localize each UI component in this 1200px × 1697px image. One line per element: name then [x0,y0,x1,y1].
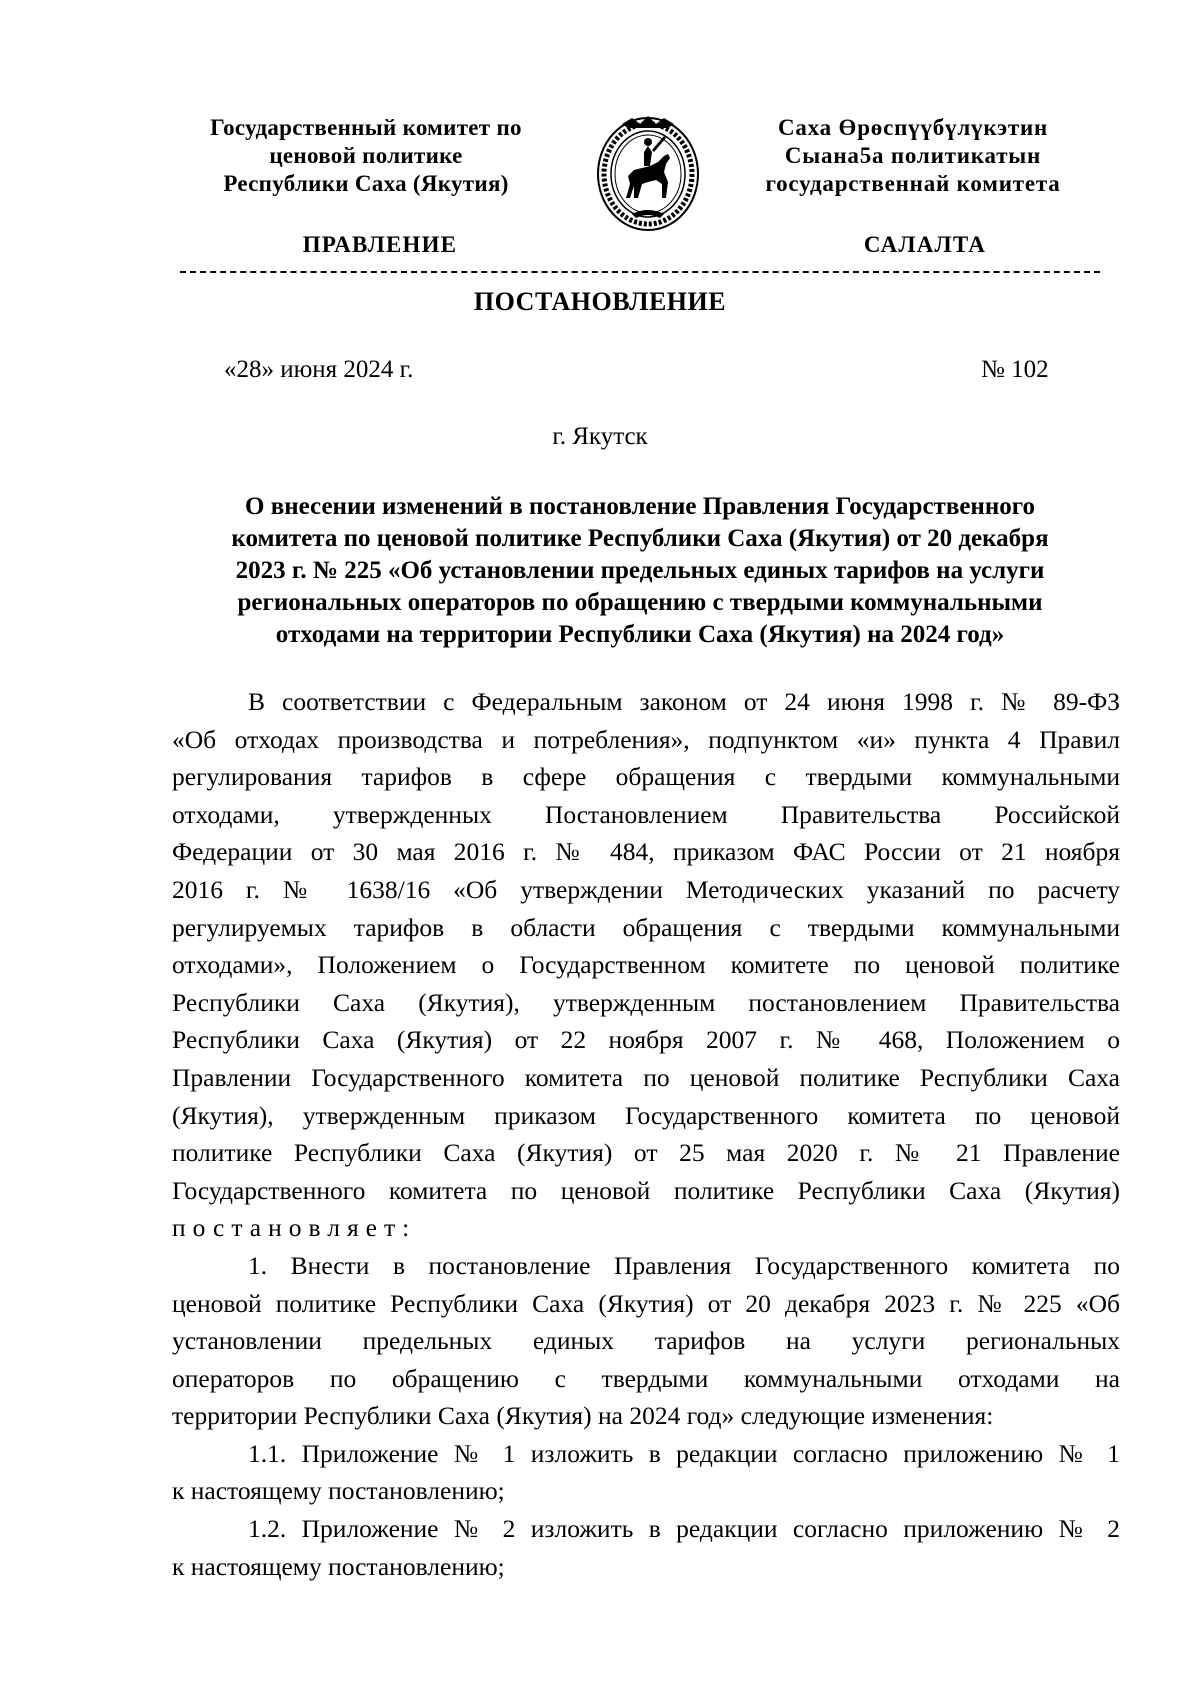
body-line: «Об отходах производства и потребления», подпунктом «и» пункта 4 Правил [172,724,1120,754]
document-number: № 102 [981,356,1049,383]
coat-of-arms-icon [592,110,704,235]
header-board-yakut: САЛАЛТА [863,232,987,257]
header-right-line: Саха Өрөспүүбүлүкэтин [777,115,1049,140]
header-left-line: Республики Саха (Якутия) [223,171,509,196]
body-line: политике Республики Саха (Якутия) от 25 мая 2020 г. № 21 Правление [172,1138,1120,1168]
header-org-russian [180,114,552,198]
body-line: операторов по обращению с твердыми коммунальными отходами на [172,1363,1120,1393]
title-line: отходами на территории Республики Саха (Якутия) на 2024 год» [275,621,1005,648]
body-line: территории Республики Саха (Якутия) на 2024 год» следующие изменения: [172,1401,994,1431]
body-line: 1. Внести в постановление Правления Государственного комитета по [248,1250,1120,1280]
body-line: регулируемых тарифов в области обращения с твердыми коммунальными [172,912,1120,942]
title-line: региональных операторов по обращению с твердыми коммунальными [237,589,1043,616]
body-line: 2016 г. № 1638/16 «Об утверждении Методических указаний по расчету [172,874,1120,904]
title-line: 2023 г. № 225 «Об установлении предельных единых тарифов на услуги [235,557,1045,584]
body-line: отходами», Положением о Государственном комитете по ценовой политике [172,950,1120,980]
header-left-line: ценовой политике [269,143,463,168]
header-org-yakut [742,114,1084,198]
document-date: «28» июня 2024 г. [224,356,414,383]
body-line: В соответствии с Федеральным законом от 24 июня 1998 г. № 89-ФЗ [248,687,1120,716]
body-line: отходами, утвержденных Постановлением Правительства Российской [172,799,1120,829]
document-title [180,491,1100,651]
body-line: Республики Саха (Якутия) от 22 ноября 2007 г. № 468, Положением о [172,1025,1120,1055]
document-type: ПОСТАНОВЛЕНИЕ [473,287,727,316]
body-line: регулирования тарифов в сфере обращения с твердыми коммунальными [172,762,1120,792]
body-line: Федерации от 30 мая 2016 г. № 484, приказом ФАС России от 21 ноября [172,837,1120,867]
body-line: Государственного комитета по ценовой политике Республики Саха (Якутия) [172,1175,1120,1205]
header-board-russian: ПРАВЛЕНИЕ [302,232,458,257]
body-line: установлении предельных единых тарифов на услуги региональных [172,1326,1120,1356]
body-line: (Якутия), утвержденным приказом Государственного комитета по ценовой [172,1100,1120,1130]
header-right-line: Сыана5а политикатын [784,143,1042,168]
body-line: к настоящему постановлению; [172,1551,505,1581]
body-line-resolves: постановляет: [172,1213,417,1243]
body-line: Республики Саха (Якутия), утвержденным постановлением Правительства [172,987,1120,1017]
header-left-line: Государственный комитет по [210,115,522,140]
body-line: 1.1. Приложение № 1 изложить в редакции согласно приложению № 1 [248,1438,1120,1468]
body-line: Правлении Государственного комитета по ценовой политике Республики Саха [172,1062,1120,1092]
body-line: 1.2. Приложение № 2 изложить в редакции согласно приложению № 2 [248,1514,1120,1544]
title-line: О внесении изменений в постановление Правления Государственного [245,493,1035,520]
body-line: к настоящему постановлению; [172,1476,505,1506]
title-line: комитета по ценовой политике Республики Саха (Якутия) от 20 декабря [231,525,1049,552]
document-body [172,683,1120,1585]
header-right-line: государственнай комитета [765,171,1061,196]
body-line: ценовой политике Республики Саха (Якутия) от 20 декабря 2023 г. № 225 «Об [172,1288,1120,1318]
header-divider [180,271,1100,273]
document-city: г. Якутск [552,423,648,450]
